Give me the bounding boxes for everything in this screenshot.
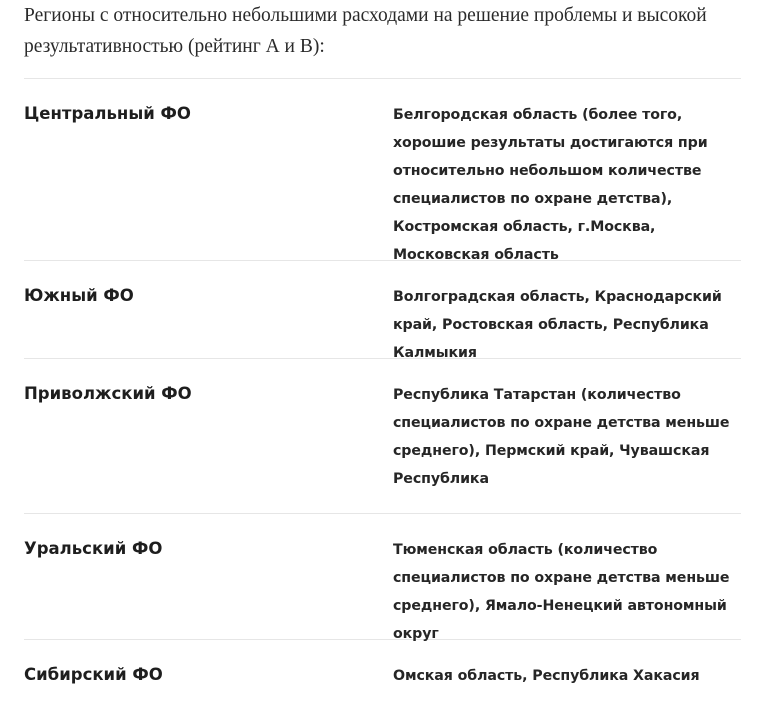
regions-table [24, 78, 741, 720]
region-list: Омская область, Республика Хакасия [393, 668, 700, 684]
district-name: Центральный ФО [24, 104, 191, 123]
intro-paragraph: Регионы с относительно небольшими расходами на решение проблемы и высокой результативностью (рейтинг А и В): [24, 5, 707, 57]
district-name: Южный ФО [24, 286, 134, 305]
district-name: Приволжский ФО [24, 384, 192, 403]
district-name: Уральский ФО [24, 539, 163, 558]
table-row [24, 78, 741, 263]
region-list: Тюменская область (количество специалистов по охране детства меньше среднего), Ямало-Ненецкий автономный округ [393, 542, 730, 642]
region-list: Республика Татарстан (количество специалистов по охране детства меньше среднего), Пермский край, Чувашская Республика [393, 387, 730, 487]
table-row [24, 358, 741, 513]
region-list: Волгоградская область, Краснодарский край, Ростовская область, Республика Калмыкия [393, 289, 722, 361]
table-row [24, 513, 741, 642]
table-row [24, 260, 741, 361]
table-row [24, 639, 741, 720]
district-name: Сибирский ФО [24, 665, 163, 684]
region-list: Белгородская область (более того, хорошие результаты достигаются при относительно небольшом количестве специалистов по охране детства), Костромская область, г.Москва, Московская область [393, 107, 708, 263]
